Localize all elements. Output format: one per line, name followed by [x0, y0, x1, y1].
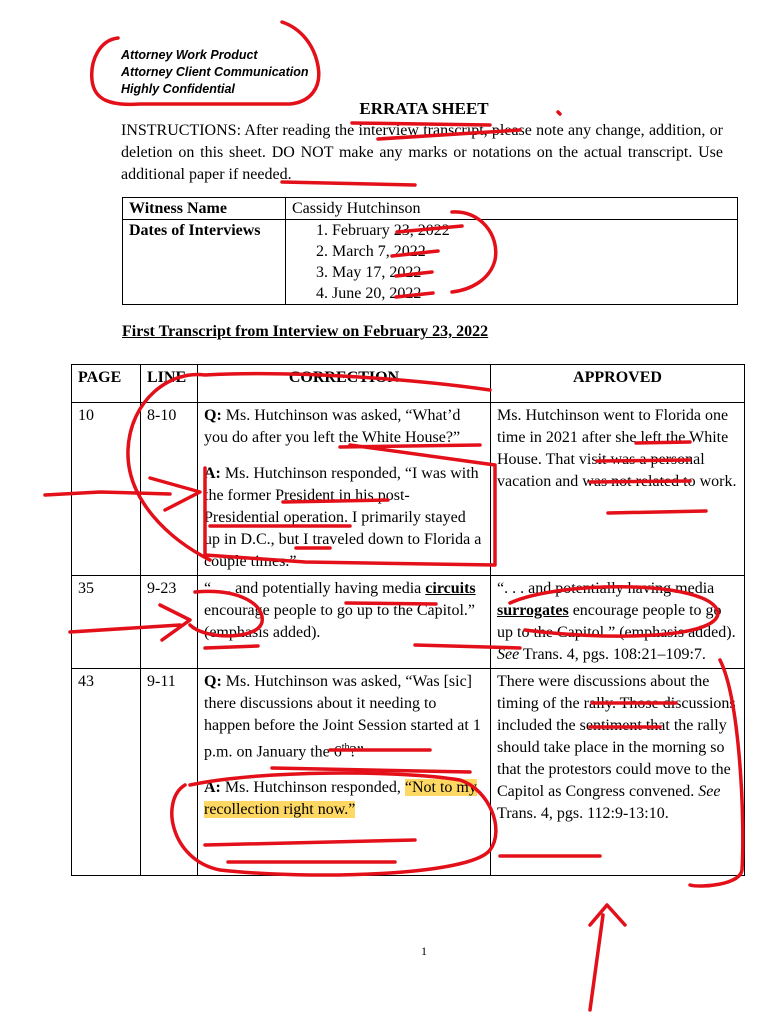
- line-cell: 8-10: [141, 403, 198, 576]
- header-line-work-product: Attorney Work Product: [121, 48, 258, 62]
- see-citation: See: [698, 783, 721, 800]
- line-cell: 9-11: [141, 669, 198, 876]
- instructions-paragraph: INSTRUCTIONS: After reading the interview transcript, please note any change, addition, or deletion on this sheet. DO NOT make any marks or notations on the actual transcript. Use additional paper if needed.: [121, 122, 723, 183]
- highlighted-quote: “Not to my recollection right now.”: [204, 779, 477, 819]
- approved-cell: Ms. Hutchinson went to Florida one time in 2021 after she left the White House. That visit was a personal vacation and was not related to work.: [491, 403, 745, 576]
- table-header-row: [72, 365, 745, 403]
- correction-text-pre: “. . . and potentially having media: [204, 580, 426, 597]
- a-label: A:: [204, 465, 221, 482]
- page-number: 1: [421, 944, 427, 958]
- dates-row: [123, 220, 738, 305]
- correction-text-post: encourage people to go up to the Capitol.” (emphasis added).: [204, 602, 476, 641]
- q-label: Q:: [204, 407, 222, 424]
- emphasized-word: surrogates: [497, 602, 569, 619]
- correction-cell: [198, 669, 491, 876]
- correction-cell: [198, 403, 491, 576]
- page-cell: 10: [72, 403, 141, 576]
- q-body: Ms. Hutchinson was asked, “Was [sic] there discussions about it needing to happen before the Joint Session started at 1 p.m. on January the 6: [204, 673, 481, 761]
- approved-text-pre: There were discussions about the timing of the rally. Those discussions included the sentiment that the rally should take place in the morning so that the protestors could move to the Capitol as Congress convened.: [497, 673, 736, 800]
- q-label: Q:: [204, 673, 222, 690]
- interview-date: 2. March 7, 2022: [332, 241, 731, 262]
- section-title: First Transcript from Interview on February 23, 2022: [122, 323, 489, 340]
- question-text: [204, 405, 484, 449]
- ordinal-suffix: th: [341, 742, 350, 753]
- interview-date: 3. May 17, 2022: [332, 262, 731, 283]
- approved-text-post: Trans. 4, pgs. 112:9-13:10.: [497, 805, 669, 822]
- correction-cell: [198, 576, 491, 669]
- header-line: LINE: [141, 365, 198, 403]
- a-body: Ms. Hutchinson responded, “I was with the former President in his post-Presidential operation. I primarily stayed up in D.C., but I traveled down to Florida a couple times.”: [204, 465, 482, 570]
- question-text: [204, 671, 484, 763]
- table-row: [72, 403, 745, 576]
- confidentiality-header: [121, 47, 309, 98]
- approved-text-mid: encourage people to go up to the Capitol.” (emphasis added).: [497, 602, 736, 641]
- dates-label: Dates of Interviews: [123, 220, 286, 305]
- table-row: [72, 576, 745, 669]
- witness-name-value: Cassidy Hutchinson: [286, 198, 738, 220]
- witness-name-label: Witness Name: [123, 198, 286, 220]
- answer-text: [204, 463, 484, 573]
- line-cell: 9-23: [141, 576, 198, 669]
- page-cell: 35: [72, 576, 141, 669]
- header-line-confidential: Highly Confidential: [121, 82, 235, 96]
- header-approved: APPROVED: [491, 365, 745, 403]
- header-page: PAGE: [72, 365, 141, 403]
- witness-row: [123, 198, 738, 220]
- answer-text: [204, 777, 484, 821]
- approved-text-pre: “. . . and potentially having media: [497, 580, 715, 597]
- emphasized-word: circuits: [425, 580, 476, 597]
- approved-text-post: Trans. 4, pgs. 108:21–109:7.: [519, 646, 706, 663]
- q-body: Ms. Hutchinson was asked, “What’d you do after you left the White House?”: [204, 407, 461, 446]
- a-body: Ms. Hutchinson responded,: [220, 779, 405, 797]
- a-label: A:: [204, 779, 221, 797]
- approved-cell: [491, 669, 745, 876]
- q-end: ?”: [349, 743, 364, 761]
- page-title: ERRATA SHEET: [359, 99, 489, 118]
- see-citation: See: [497, 646, 520, 663]
- errata-table: [71, 364, 745, 876]
- table-row: [72, 669, 745, 876]
- interview-date: 1. February 23, 2022: [332, 220, 731, 241]
- header-line-client-communication: Attorney Client Communication: [121, 65, 309, 79]
- interview-date: 4. June 20, 2022: [332, 283, 731, 304]
- header-correction: CORRECTION: [198, 365, 491, 403]
- page-cell: 43: [72, 669, 141, 876]
- interview-dates-list: [292, 220, 731, 304]
- dates-cell: [286, 220, 738, 305]
- approved-cell: [491, 576, 745, 669]
- witness-info-table: [122, 197, 738, 305]
